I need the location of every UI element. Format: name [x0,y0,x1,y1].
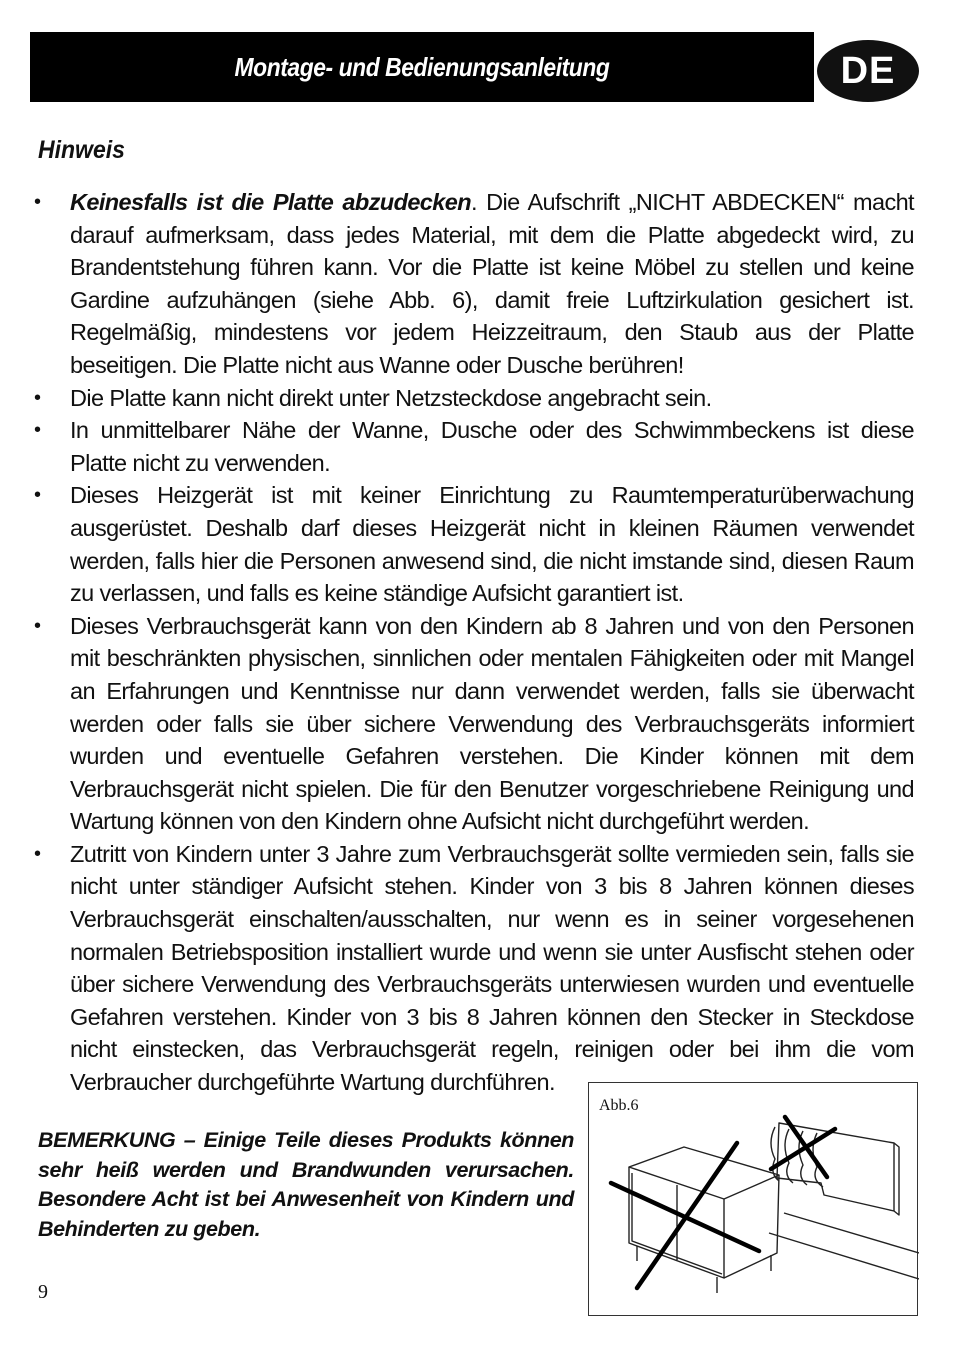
list-item-text: In unmittelbarer Nähe der Wanne, Dusche oder des Schwimmbeckens ist diese Platte nicht zu verwenden. [70,417,914,476]
list-item [34,186,914,382]
list-item [34,414,914,479]
bullet-icon: • [34,842,41,865]
heater-panel-edge [894,1143,899,1215]
list-item-text: Zutritt von Kindern unter 3 Jahre zum Verbrauchsgerät sollte vermieden sein, falls sie nicht unter ständiger Aufsicht stehen. Kinder von 3 bis 8 Jahren können dieses Verbrauchsgerät einschalten/ausschalten, nur wenn es in seiner vorgesehenen normalen Betriebsposition installiert wurde und wenn sie unter Ausfischt stehen oder über sichere Verwendung des Verbrauchsgeräts unterwiesen wurden und eventuelle Gefahren verstehen. Kinder von 3 bis 8 Jahren können den Stecker in Steckdose nicht einstecken, das Verbrauchsgerät regeln, reinigen oder bei ihm die vom Verbraucher durchgeführte Wartung durchführen. [70,840,914,1096]
list-item [34,610,914,838]
emphasis-text: Keinesfalls ist die Platte abzudecken [70,189,471,215]
list-item [34,479,914,609]
language-badge: DE [817,40,919,102]
list-item-text: Dieses Heizgerät ist mit keiner Einrichtung zu Raumtemperaturüberwachung ausgerüstet. Deshalb darf dieses Heizgerät nicht in kleinen Räumen verwendet werden, falls hier die Personen anwesend sind, die nicht imstande sind, diesen Raum zu verlassen, und falls es keine ständige Aufsicht garantiert ist. [70,482,914,607]
bullet-icon: • [34,386,41,409]
section-heading: Hinweis [38,136,125,164]
bullet-icon: • [34,419,41,442]
list-item [34,838,914,1099]
list-item [34,382,914,415]
cross-line-curtain-2 [771,1129,835,1169]
bullet-icon: • [34,484,41,507]
list-item-text: Die Platte kann nicht direkt unter Netzsteckdose angebracht sein. [70,384,712,411]
furniture-illustration [589,1083,919,1317]
cross-line-cabinet-2 [637,1143,737,1288]
list-item-text: Dieses Verbrauchsgerät kann von den Kindern ab 8 Jahren und von den Personen mit beschränkten physischen, sinnlichen oder mentalen Fähigkeiten oder mit Mangel an Erfahrungen und Kenntnisse nur dann verwendet werden, falls sie überwacht werden oder falls sie über sichere Verwendung des Verbrauchsgeräts informiert wurden und eventuelle Gefahren verstehen. Die Kinder können mit dem Verbrauchsgerät nicht spielen. Die für den Benutzer vorgeschriebene Reinigung und Wartung können von den Kindern ohne Aufsicht nicht durchgeführt werden. [70,612,914,835]
heater-panel-shape [777,1123,894,1211]
list-item-text: . Die Aufschrift „NICHT ABDECKEN“ macht darauf aufmerksam, dass jedes Material, mit dem die Platte abgedeckt wird, zu Brandentstehung führen kann. Vor die Platte ist keine Möbel zu stellen und keine Gardine aufzuhängen (siehe Abb. 6), damit freie Luftzirkulation gesichert ist. Regelmäßig, mindestens vor jedem Heizzeitraum, den Staub aus der Platte beseitigen. Die Platte nicht aus Wanne oder Dusche berühren! [70,189,914,378]
figure-abb6 [588,1082,918,1316]
header-bar [30,32,814,102]
page-number: 9 [38,1281,48,1303]
figure-label: Abb.6 [599,1097,639,1114]
wall-line [784,1213,919,1253]
bullet-icon: • [34,614,41,637]
bullet-icon: • [34,191,41,213]
safety-notes-list [34,186,914,1099]
document-title: Montage- und Bedienungsanleitung [234,51,610,82]
warning-note: BEMERKUNG – Einige Teile dieses Produkts können sehr heiß werden und Brandwunden verursachen. Besondere Acht ist bei Anwesenheit von Kindern und Behinderten zu geben. [38,1128,574,1241]
wall-line [769,1233,919,1279]
